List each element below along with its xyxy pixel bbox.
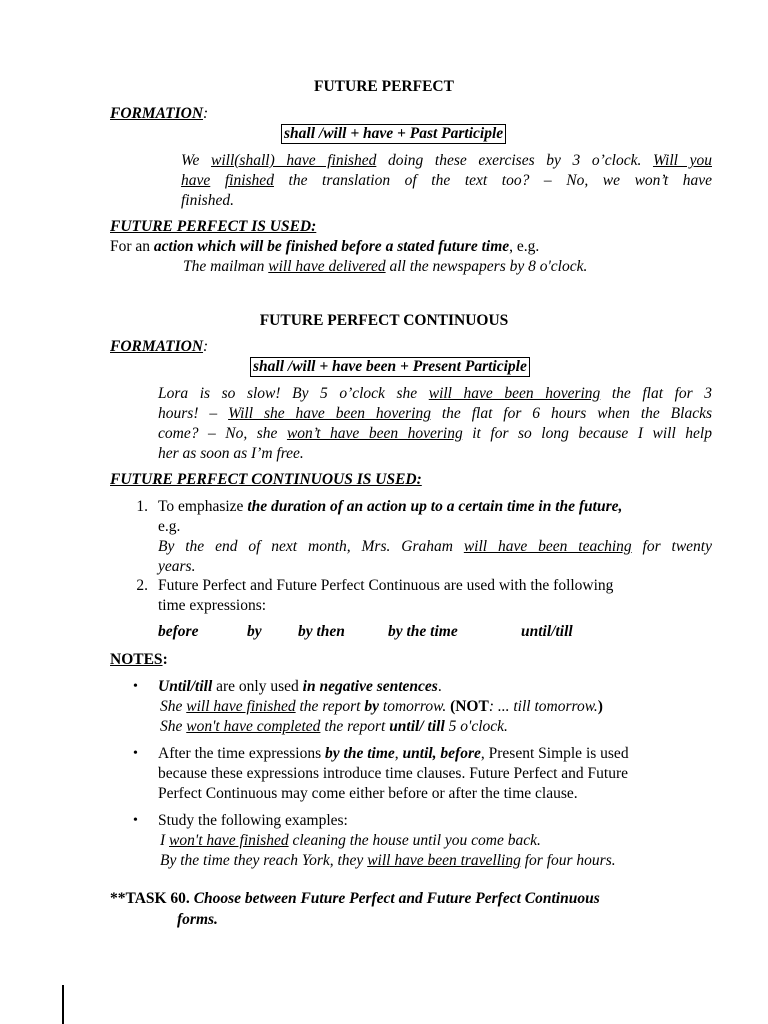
verb-phrase: won't have finished (169, 832, 289, 849)
formation-heading (110, 338, 208, 356)
margin-bar (62, 985, 64, 1024)
verb-phrase: Will you (652, 152, 712, 169)
example-line-1: Lora is so slow! By 5 o’clock she will have been hovering the flat for 3 (158, 385, 712, 402)
example-line (158, 405, 712, 423)
usage-emphasis: action which will be finished before a stated future time (153, 238, 510, 255)
note-example: I won't have finished cleaning the house until you come back. (160, 832, 541, 849)
time-expression: by the time (388, 623, 458, 640)
example-line (158, 425, 712, 443)
verb-phrase: won’t have been hovering (286, 425, 463, 442)
note-line: because these expressions introduce time clauses. Future Perfect and Future (158, 765, 629, 782)
example-line (181, 152, 712, 170)
task-line-2: forms. (177, 911, 218, 928)
formula-box: shall /will + have been + Present Participle (250, 357, 530, 377)
list-number: 2. (136, 577, 148, 594)
verb-phrase: will have finished (186, 698, 296, 715)
usage-line: For an action which will be finished before a stated future time, e.g. (110, 238, 540, 255)
formation-colon: : (203, 338, 209, 355)
formation-heading (110, 105, 208, 123)
example-line-1: We will(shall) have finished doing these exercises by 3 o’clock. Will you (181, 152, 712, 169)
usage-example: The mailman will have delivered all the newspapers by 8 o'clock. (183, 258, 588, 275)
example-line-4: her as soon as I’m free. (158, 445, 304, 462)
formula-box: shall /will + have + Past Participle (281, 124, 506, 144)
example-line (158, 385, 712, 403)
notes-heading (110, 651, 168, 669)
time-expression: by then (298, 623, 345, 640)
note-line: After the time expressions by the time, until, before, Present Simple is used (158, 745, 629, 762)
example-line-1: By the end of next month, Mrs. Graham will have been teaching for twenty (158, 538, 712, 555)
note-example: She won't have completed the report until/ till 5 o'clock. (160, 718, 508, 735)
list-item: Future Perfect and Future Perfect Continuous are used with the following (158, 577, 614, 594)
section-heading: FUTURE PERFECT IS USED: (110, 218, 317, 235)
example-line (181, 172, 712, 190)
verb-phrase: will have delivered (268, 258, 386, 275)
note-line: Until/till are only used in negative sentences. (158, 678, 442, 695)
verb-phrase: Will she have been hovering (228, 405, 431, 422)
section-title: FUTURE PERFECT CONTINUOUS (259, 312, 509, 329)
bullet-icon: • (133, 746, 138, 761)
time-expression: by (247, 623, 262, 640)
list-item-continuation: time expressions: (158, 597, 267, 614)
note-line: Perfect Continuous may come either before or after the time clause. (158, 785, 578, 802)
note-example: She will have finished the report by tomorrow. (NOT: ... till tomorrow.) (160, 698, 603, 715)
note-line: Study the following examples: (158, 812, 348, 829)
bullet-icon: • (133, 813, 138, 828)
time-expression: until/till (521, 623, 573, 640)
verb-phrase: have (181, 172, 211, 189)
formation-label: FORMATION (110, 338, 204, 355)
example-line (158, 538, 712, 556)
section-heading: FUTURE PERFECT CONTINUOUS IS USED: (110, 471, 422, 488)
example-line-3: come? – No, she won’t have been hovering it for so long because I will help (158, 425, 712, 442)
note-example: By the time they reach York, they will have been travelling for four hours. (160, 852, 616, 869)
list-item-eg: e.g. (158, 518, 181, 535)
formation-label: FORMATION (110, 105, 204, 122)
usage-emphasis: the duration of an action up to a certain time in the future, (247, 498, 623, 515)
example-line-2: years. (158, 558, 196, 575)
notes-label: NOTES (110, 651, 163, 668)
formation-colon: : (203, 105, 209, 122)
example-line-3: finished. (181, 192, 234, 209)
verb-phrase: will have been teaching (463, 538, 632, 555)
verb-phrase: won't have completed (186, 718, 321, 735)
verb-phrase: will have been travelling (367, 852, 521, 869)
list-number: 1. (136, 498, 148, 515)
verb-phrase: will have been hovering (428, 385, 601, 402)
notes-colon: : (162, 651, 168, 668)
list-item: To emphasize the duration of an action up to a certain time in the future, (158, 498, 623, 515)
verb-phrase: will(shall) have finished (211, 152, 377, 169)
example-line-2: have finished the translation of the text too? – No, we won’t have (181, 172, 713, 189)
time-expression: before (158, 623, 199, 640)
task-line: **TASK 60. Choose between Future Perfect and Future Perfect Continuous (110, 890, 600, 907)
bullet-icon: • (133, 679, 138, 694)
page-title: FUTURE PERFECT (314, 78, 454, 95)
example-line-2: hours! – Will she have been hovering the flat for 6 hours when the Blacks (158, 405, 712, 422)
verb-phrase: finished (224, 172, 274, 189)
